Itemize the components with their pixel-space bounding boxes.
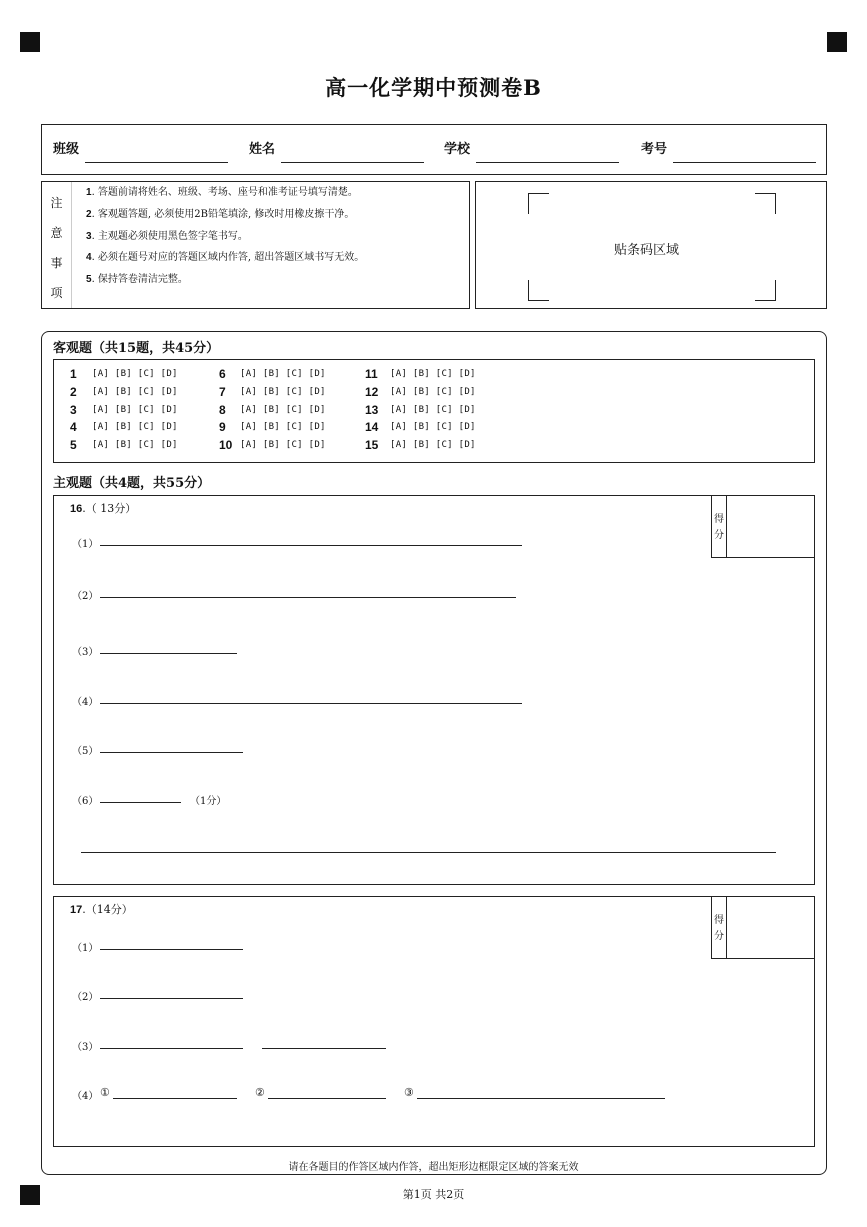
q17-sub-2-answer[interactable] <box>100 998 243 999</box>
q17-sub-4-marker-2: ② <box>255 1086 265 1099</box>
q17-sub-4-marker-3: ③ <box>404 1086 414 1099</box>
q17-sub-3-label: （3） <box>72 1042 99 1053</box>
q17-sub-1-answer[interactable] <box>100 949 243 950</box>
objective-answer-options[interactable]: [A] [B] [C] [D] <box>390 422 476 432</box>
objective-answer-options[interactable]: [A] [B] [C] [D] <box>240 387 326 397</box>
class-field[interactable] <box>85 162 228 163</box>
answer-area-notice: 请在各题目的作答区域内作答，超出矩形边框限定区域的答案无效 <box>288 1162 579 1173</box>
student-info-box <box>41 124 827 175</box>
objective-answer-options[interactable]: [A] [B] [C] [D] <box>92 440 178 450</box>
question-17-heading: 17.（14分） <box>70 903 133 916</box>
exam-number-field[interactable] <box>673 162 816 163</box>
school-label: 学校 <box>444 142 471 157</box>
notice-side-label: 注 意 事 项 <box>42 182 72 308</box>
question-17-score-box[interactable] <box>726 896 815 959</box>
q16-sub-4-label: （4） <box>72 697 99 708</box>
objective-answer-options[interactable]: [A] [B] [C] [D] <box>240 440 326 450</box>
objective-question-number: 9 <box>219 420 226 434</box>
notice-item: 2. 客观题答题, 必须使用2B铅笔填涂, 修改时用橡皮擦干净。 <box>86 209 355 220</box>
objective-question-number: 5 <box>70 438 77 452</box>
objective-answer-options[interactable]: [A] [B] [C] [D] <box>390 405 476 415</box>
subjective-section-title: 主观题（共4题，共55分） <box>53 476 211 491</box>
notice-item: 4. 必须在题号对应的答题区域内作答, 超出答题区域书写无效。 <box>86 252 365 263</box>
barcode-corner-bl <box>528 280 549 301</box>
objective-answer-options[interactable]: [A] [B] [C] [D] <box>92 405 178 415</box>
objective-answer-options[interactable]: [A] [B] [C] [D] <box>390 387 476 397</box>
objective-question-number: 15 <box>365 438 379 452</box>
objective-answer-options[interactable]: [A] [B] [C] [D] <box>390 369 476 379</box>
objective-question-number: 7 <box>219 385 226 399</box>
objective-question-number: 12 <box>365 385 379 399</box>
q17-sub-4-answer-2[interactable] <box>268 1098 386 1099</box>
question-16-box <box>53 495 815 885</box>
q16-sub-4-answer[interactable] <box>100 703 522 704</box>
q16-sub-6-answer[interactable] <box>100 802 181 803</box>
objective-answer-options[interactable]: [A] [B] [C] [D] <box>92 422 178 432</box>
q16-sub-5-label: （5） <box>72 746 99 757</box>
question-16-score-box[interactable] <box>726 495 815 558</box>
q16-sub-6-points: （1分） <box>190 796 227 807</box>
q16-sub-6-label: （6） <box>72 796 99 807</box>
q16-sub-2-label: （2） <box>72 591 99 602</box>
q16-sub-6-extra-answer[interactable] <box>81 852 776 853</box>
page-number: 第1页 共2页 <box>402 1188 465 1201</box>
objective-answer-options[interactable]: [A] [B] [C] [D] <box>390 440 476 450</box>
notice-item: 5. 保持答卷清洁完整。 <box>86 274 188 285</box>
name-field[interactable] <box>281 162 424 163</box>
objective-answer-options[interactable]: [A] [B] [C] [D] <box>240 422 326 432</box>
barcode-corner-tl <box>528 193 549 214</box>
q17-sub-1-label: （1） <box>72 943 99 954</box>
q17-sub-4-answer-3[interactable] <box>417 1098 665 1099</box>
q16-sub-5-answer[interactable] <box>100 752 243 753</box>
school-field[interactable] <box>476 162 619 163</box>
objective-question-number: 2 <box>70 385 77 399</box>
page-title: 高一化学期中预测卷B <box>325 75 542 100</box>
objective-answer-options[interactable]: [A] [B] [C] [D] <box>92 369 178 379</box>
exam-number-label: 考号 <box>641 142 668 157</box>
objective-question-number: 11 <box>365 367 378 381</box>
question-17-box <box>53 896 815 1147</box>
name-label: 姓名 <box>249 142 276 157</box>
objective-question-number: 10 <box>219 438 233 452</box>
barcode-label: 贴条码区域 <box>614 243 680 258</box>
q17-sub-2-label: （2） <box>72 992 99 1003</box>
objective-question-number: 4 <box>70 420 77 434</box>
q17-sub-3-answer-a[interactable] <box>100 1048 243 1049</box>
objective-question-number: 6 <box>219 367 226 381</box>
q17-sub-3-answer-b[interactable] <box>262 1048 386 1049</box>
q16-sub-1-answer[interactable] <box>100 545 522 546</box>
notice-box <box>41 181 470 309</box>
q16-sub-1-label: （1） <box>72 539 99 550</box>
objective-question-number: 1 <box>70 367 77 381</box>
q17-sub-4-marker-1: ① <box>100 1086 110 1099</box>
barcode-corner-tr <box>755 193 776 214</box>
q17-sub-4-label: （4） <box>72 1091 99 1102</box>
score-label: 得分 <box>714 915 724 942</box>
q16-sub-3-label: （3） <box>72 647 99 658</box>
score-label: 得分 <box>714 514 724 541</box>
objective-question-number: 13 <box>365 403 379 417</box>
question-17-score-label-cell <box>711 896 727 959</box>
class-label: 班级 <box>53 142 80 157</box>
objective-section-title: 客观题（共15题，共45分） <box>53 341 220 356</box>
registration-mark-top-left <box>20 32 40 52</box>
q16-sub-2-answer[interactable] <box>100 597 516 598</box>
question-16-heading: 16.（ 13分） <box>70 502 137 515</box>
q16-sub-3-answer[interactable] <box>100 653 237 654</box>
objective-question-number: 8 <box>219 403 226 417</box>
notice-item: 1. 答题前请将姓名、班级、考场、座号和准考证号填写清楚。 <box>86 187 358 198</box>
objective-question-number: 3 <box>70 403 77 417</box>
q17-sub-4-answer-1[interactable] <box>113 1098 237 1099</box>
objective-answer-options[interactable]: [A] [B] [C] [D] <box>92 387 178 397</box>
barcode-corner-br <box>755 280 776 301</box>
notice-item: 3. 主观题必须使用黑色签字笔书写。 <box>86 231 248 242</box>
question-16-score-label-cell <box>711 495 727 558</box>
objective-answer-options[interactable]: [A] [B] [C] [D] <box>240 369 326 379</box>
registration-mark-top-right <box>827 32 847 52</box>
objective-question-number: 14 <box>365 420 379 434</box>
objective-answer-options[interactable]: [A] [B] [C] [D] <box>240 405 326 415</box>
